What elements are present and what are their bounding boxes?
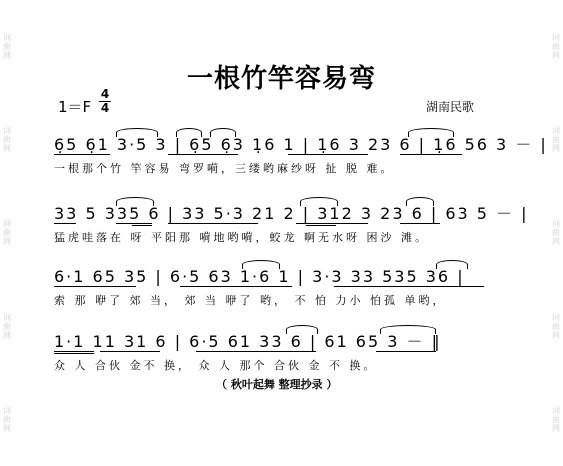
key-signature: 1＝F <box>58 98 92 116</box>
lyric-line: 一根那个竹 竿容易 弯罗嗬，三缕哟麻纱呀 扯 脱 难。 <box>54 162 395 175</box>
arranger-note: （ 秋叶起舞 整理抄录 ） <box>216 378 338 391</box>
time-signature <box>99 89 111 114</box>
watermark-right: 词 曲 网 词 曲 网 词 曲 网 词 曲 网 词 曲 网 <box>552 33 560 433</box>
song-credit: 湖南民歌 <box>426 100 475 114</box>
lyric-line: 猛虎哇落在 呀 平阳那 嗬地哟嗬，蛟龙 啊无水呀 困沙 滩。 <box>54 231 429 244</box>
time-bottom: 4 <box>100 101 110 115</box>
lyric-line: 索 那 咿了 郊 当， 郊 当 咿了 哟， 不 怕 力小 怕孤 单哟， <box>54 294 447 307</box>
notation-line: 6·1 65 35 | 6·5 63 1·6 1 | 3·3 33 535 36 | <box>54 267 465 286</box>
lyric-line: 众 人 合伙 金不 换， 众 人 那个 合伙 金 不 换。 <box>54 359 378 372</box>
watermark-left: 词 曲 网 词 曲 网 词 曲 网 词 曲 网 词 曲 网 <box>3 33 11 433</box>
music-sheet <box>16 0 547 466</box>
notation-line: 1·1 11 31 6 | 6·5 61 33 6 | 61 65 3 － ‖ <box>54 332 442 351</box>
notation-line: 33 5 335 6 | 33 5·3 21 2 | 312 3 23 6 | 63 5 － | <box>54 204 529 223</box>
time-top: 4 <box>100 87 110 101</box>
notation-line: 6̣5 6̣1 3·5 3 | 6̣5 6̣3 1̣6 1 | 1̣6 3 23 6 | 1̣6 56 3 － | <box>54 135 548 154</box>
song-title: 一根竹竿容易弯 <box>186 64 376 94</box>
